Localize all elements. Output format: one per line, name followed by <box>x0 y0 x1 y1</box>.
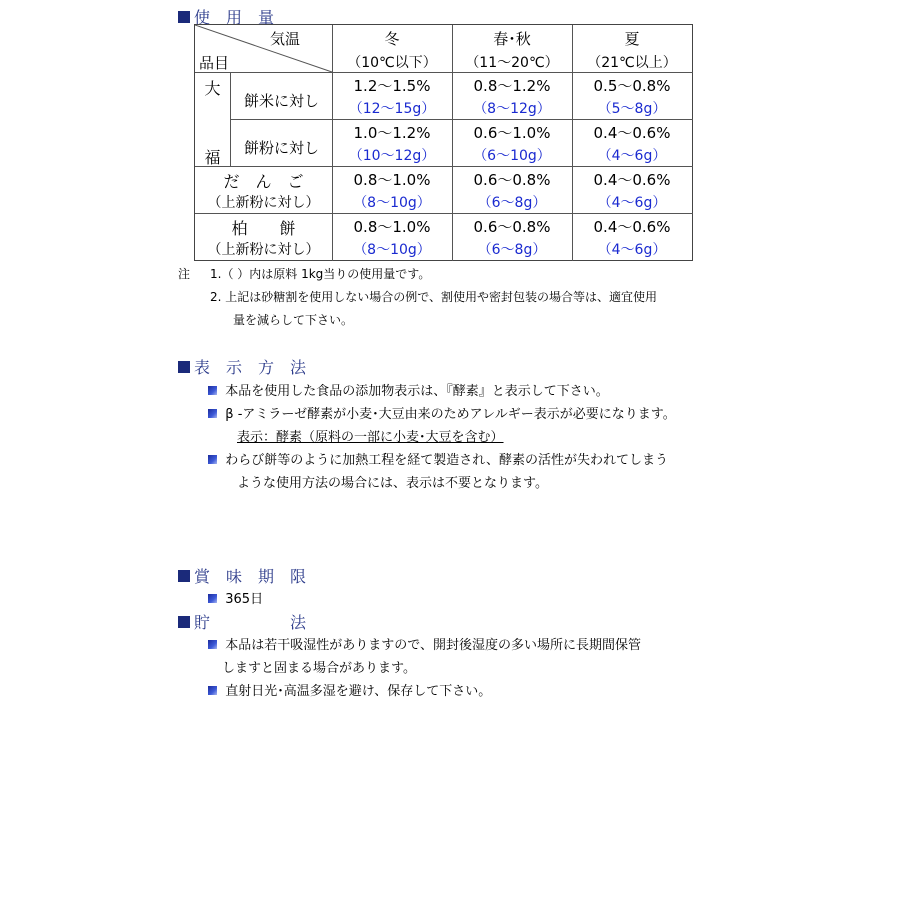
row-label: 餅粉に対し <box>243 139 319 157</box>
square-bullet-icon <box>178 361 190 373</box>
value-cell: 0.6～0.8% <box>473 171 551 189</box>
square-bullet-icon <box>178 616 190 628</box>
storage-item-1b: しますと固まる場合があります。 <box>222 661 416 676</box>
season-summer: 夏 <box>624 30 640 48</box>
value-cell: 1.2～1.5% <box>353 77 431 95</box>
kashiwa-label: 柏 餅 <box>231 219 296 238</box>
labeling-item-2-sub: 表示：酵素（原料の一部に小麦･大豆を含む） <box>237 430 504 445</box>
note-label: 注 <box>178 267 191 281</box>
usage-table <box>194 24 693 261</box>
value-cell: 0.6～0.8% <box>473 218 551 236</box>
daifuku-char-top: 大 <box>204 79 221 98</box>
season-winter: 冬 <box>384 30 400 48</box>
value-cell: 0.4～0.6% <box>593 218 671 236</box>
dango-label: だ ん ご <box>223 172 304 191</box>
labeling-item-2: β -アミラーゼ酵素が小麦･大豆由来のためアレルギー表示が必要になります。 <box>208 403 676 422</box>
bullet-icon <box>208 594 217 603</box>
grams-cell: （10～12g） <box>348 148 436 164</box>
storage-heading: 貯 法 <box>178 610 306 633</box>
value-cell: 0.8～1.0% <box>353 171 431 189</box>
grams-cell: （8～10g） <box>353 195 431 211</box>
season-summer-range: （21℃以上） <box>587 55 677 71</box>
grams-cell: （12～15g） <box>348 101 436 117</box>
grams-cell: （6～8g） <box>477 195 547 211</box>
square-bullet-icon <box>178 570 190 582</box>
kashiwa-sub: （上新粉に対し） <box>207 242 320 258</box>
grams-cell: （6～8g） <box>477 242 547 258</box>
grams-cell: （4～6g） <box>597 242 667 258</box>
grams-cell: （8～12g） <box>473 101 551 117</box>
labeling-heading: 表 示 方 法 <box>178 355 306 378</box>
bullet-icon <box>208 640 217 649</box>
value-cell: 1.0～1.2% <box>353 124 431 142</box>
labeling-item-1: 本品を使用した食品の添加物表示は、『酵素』と表示して下さい。 <box>208 380 609 399</box>
note-2a: 2. 上記は砂糖割を使用しない場合の例で、割使用や密封包装の場合等は、適宜使用 <box>210 290 658 304</box>
grams-cell: （5～8g） <box>597 101 667 117</box>
value-cell: 0.4～0.6% <box>593 171 671 189</box>
square-bullet-icon <box>178 11 190 23</box>
shelf-life-value: 365日 <box>208 588 263 607</box>
bullet-icon <box>208 386 217 395</box>
bullet-icon <box>208 409 217 418</box>
storage-item-2: 直射日光･高温多湿を避け、保存して下さい。 <box>208 680 491 699</box>
grams-cell: （6～10g） <box>473 148 551 164</box>
value-cell: 0.8～1.2% <box>473 77 551 95</box>
grams-cell: （4～6g） <box>597 195 667 211</box>
value-cell: 0.4～0.6% <box>593 124 671 142</box>
temp-label: 気温 <box>269 30 300 48</box>
season-spring-autumn-range: （11～20℃） <box>465 55 559 71</box>
note-1: 1.（ ）内は原料 1kg当りの使用量です。 <box>210 267 431 281</box>
dango-sub: （上新粉に対し） <box>207 195 320 211</box>
value-cell: 0.6～1.0% <box>473 124 551 142</box>
bullet-icon <box>208 686 217 695</box>
item-label: 品目 <box>199 54 230 72</box>
row-label: 餅米に対し <box>243 92 319 110</box>
season-spring-autumn: 春･秋 <box>493 30 531 48</box>
labeling-item-3a: わらび餅等のように加熱工程を経て製造され、酵素の活性が失われてしまう <box>208 449 668 468</box>
grams-cell: （8～10g） <box>353 242 431 258</box>
season-winter-range: （10℃以下） <box>347 55 437 71</box>
grams-cell: （4～6g） <box>597 148 667 164</box>
value-cell: 0.5～0.8% <box>593 77 671 95</box>
storage-item-1a: 本品は若干吸湿性がありますので、開封後湿度の多い場所に長期間保管 <box>208 634 641 653</box>
daifuku-char-bottom: 福 <box>204 148 221 167</box>
note-2b: 量を減らして下さい。 <box>233 313 354 327</box>
shelf-life-heading: 賞 味 期 限 <box>178 564 306 587</box>
value-cell: 0.8～1.0% <box>353 218 431 236</box>
labeling-item-3b: ような使用方法の場合には、表示は不要となります。 <box>237 476 548 491</box>
bullet-icon <box>208 455 217 464</box>
usage-heading: 使 用 量 <box>178 5 274 28</box>
